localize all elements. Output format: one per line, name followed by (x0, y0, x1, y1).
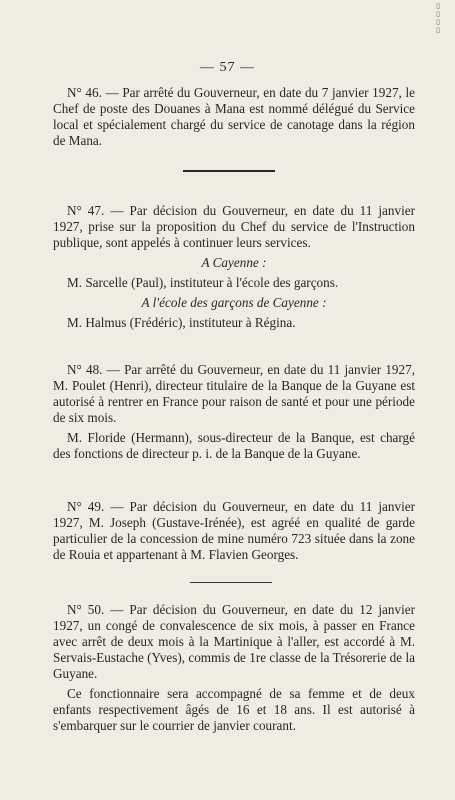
decision-47-person-2: M. Halmus (Frédéric), instituteur à Régina. (67, 315, 296, 330)
decision-46-text: N° 46. — Par arrêté du Gouverneur, en date du 7 janvier 1927, le Chef de poste des Douanes à Mana est nommé délégué du Service local et spécialement chargé du service de canotage dans la région de Mana. (53, 85, 415, 148)
decision-48-text-2: M. Floride (Hermann), sous-directeur de la Banque, est chargé des fonctions de directeur p. i. de la Banque de la Guyane. (53, 430, 415, 461)
decision-49 (53, 499, 415, 563)
decision-48 (53, 362, 415, 462)
archive-stamp: ▯ ▯ ▯ ▯ (436, 2, 440, 34)
decision-47-person-1: M. Sarcelle (Paul), instituteur à l'école des garçons. (67, 275, 339, 290)
separator-rule (183, 170, 275, 172)
decision-50-text: N° 50. — Par décision du Gouverneur, en date du 12 janvier 1927, un congé de convalescence de six mois, à passer en France avec arrêt de deux mois à la Martinique à l'aller, est accordé à M. Servais-Eustache (Yves), commis de 1re classe de la Trésorerie de la Guyane. (53, 602, 415, 681)
separator-rule (190, 582, 272, 583)
page-number: — 57 — (200, 60, 255, 75)
decision-50-text-2: Ce fonctionnaire sera accompagné de sa femme et de deux enfants respectivement âgés de 16 et 18 ans. Il est autorisé à s'embarquer sur le courrier de janvier courant. (53, 686, 415, 733)
decision-47-location-1: A Cayenne : (201, 255, 267, 270)
decision-46 (53, 85, 415, 149)
decision-49-text: N° 49. — Par décision du Gouverneur, en date du 11 janvier 1927, M. Joseph (Gustave-Irénée), est agréé en qualité de garde particulier de la concession de mine numéro 723 située dans la zone de Rouia et appartenant à M. Flavien Georges. (53, 499, 415, 562)
decision-47-location-2: A l'école des garçons de Cayenne : (141, 295, 327, 310)
decision-47 (53, 203, 415, 331)
decision-48-text: N° 48. — Par arrêté du Gouverneur, en date du 11 janvier 1927, M. Poulet (Henri), directeur titulaire de la Banque de la Guyane est autorisé à rentrer en France pour raison de santé et pour une période de six mois. (53, 362, 415, 425)
decision-50 (53, 602, 415, 734)
decision-47-text: N° 47. — Par décision du Gouverneur, en date du 11 janvier 1927, prise sur la proposition du Chef du service de l'Instruction publique, sont appelés à continuer leurs services. (53, 203, 415, 250)
